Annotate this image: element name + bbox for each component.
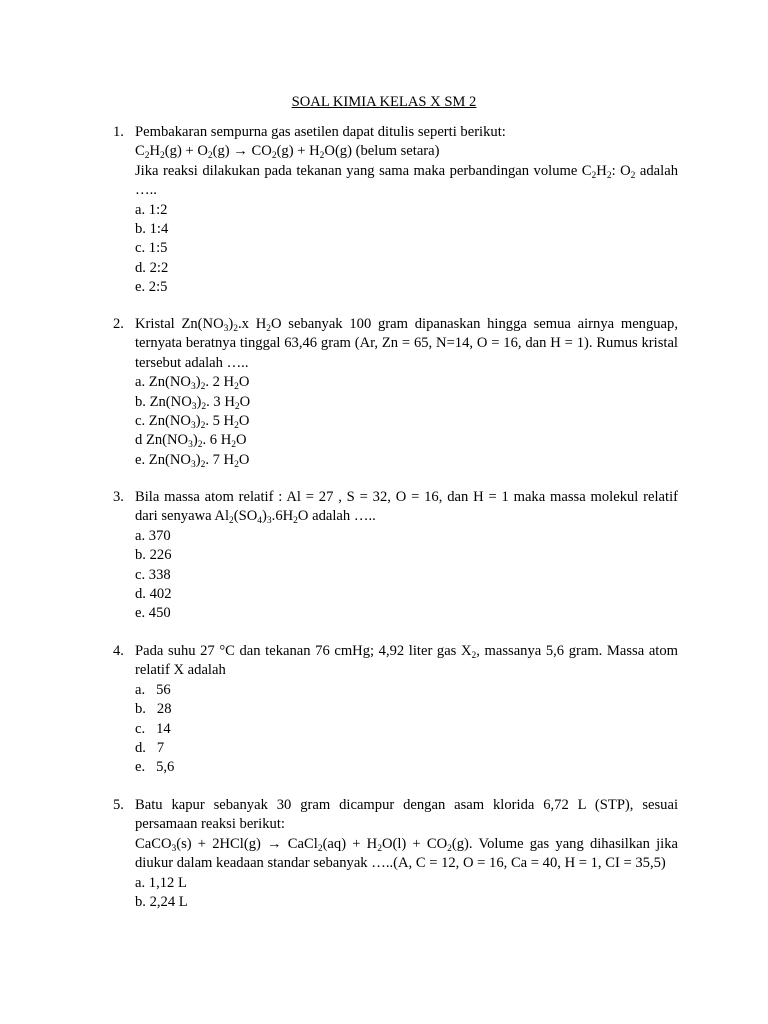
answer-option: a. $Zn(NO_3)_2$. 2 $H_2O$ (135, 374, 250, 393)
question-number: 1. (113, 124, 124, 140)
answer-option: b. $Zn(NO_3)_2$. 3 $H_2O$ (135, 393, 251, 412)
question-text-2: Jika reaksi dilakukan pada tekanan yang sama maka perbandingan volume $C_2H_2$: $O_2$ adalah ….. (135, 162, 678, 199)
question-text: Batu kapur sebanyak 30 gram dicampur dengan asam klorida 6,72 L (STP), sesuai persamaan reaksi berikut: (135, 797, 678, 833)
question-5 (113, 796, 678, 912)
answer-option: d. 7 (135, 740, 165, 757)
answer-option: c. 14 (135, 720, 171, 737)
question-3 (113, 488, 678, 624)
answer-option: c. $Zn(NO_3)_2$. 5 $H_2O$ (135, 413, 250, 432)
question-text: Bila massa atom relatif : Al = 27 , S = 32, O = 16, dan H = 1 maka massa molekul relatif dari senyawa $Al_2(SO_4)_3.6H_2O$ adalah ….. (135, 489, 678, 527)
answer-option: a. 56 (135, 681, 171, 698)
question-1 (113, 123, 678, 298)
question-number: 2. (113, 316, 124, 332)
question-text-2: CaCO$_3$(s) + 2HCl(g) → CaCl$_2$(aq) + $H_2O(l) + CO_2(g)$. Volume gas yang dihasilkan jika diukur dalam keadaan standar sebanyak …..(A, C = 12, O = 16, Ca = 40, H = 1, CI = 35,5) (135, 835, 678, 872)
answer-option: e. 2:5 (135, 279, 168, 296)
question-4 (113, 642, 678, 778)
answer-option: d. 2:2 (135, 259, 169, 276)
answer-option: c. 1:5 (135, 240, 168, 257)
answer-option: a. 1:2 (135, 201, 168, 218)
answer-option: b. 2,24 L (135, 894, 188, 911)
answer-option: e. 450 (135, 605, 171, 622)
equation-note: (belum setara) (355, 143, 440, 160)
answer-option: b. 28 (135, 701, 172, 718)
question-2 (113, 315, 678, 470)
answer-option: d. 402 (135, 586, 172, 603)
page-title: SOAL KIMIA KELAS X SM 2 (291, 94, 477, 110)
question-text: Pada suhu 27 °C dan tekanan 76 cmHg; 4,92 liter gas $X_2$, massanya 5,6 gram. Massa atom relatif X adalah (135, 643, 678, 679)
question-number: 3. (113, 489, 124, 505)
answer-option: b. 1:4 (135, 221, 169, 238)
chemical-equation: $C_2H_2(g) + O_2(g) \to CO_2(g) + H_2O(g)$ (belum setara) (135, 143, 440, 162)
question-number: 4. (113, 643, 124, 659)
answer-option: d $Zn(NO_3)_2$. 6 $H_2O$ (135, 432, 247, 451)
answer-option: b. 226 (135, 547, 172, 564)
question-number: 5. (113, 797, 124, 813)
answer-option: a. 370 (135, 527, 171, 544)
answer-option: e. 5,6 (135, 759, 175, 776)
answer-option: a. 1,12 L (135, 874, 187, 891)
question-text: Kristal $Zn(NO_3)_2.x$ $H_2O$ sebanyak 100 gram dipanaskan hingga semua airnya menguap, ternyata beratnya tinggal 63,46 gram (Ar, Zn = 65, N=14, O = 16, dan H = 1). Rumus kristal tersebut adalah ….. (135, 316, 678, 371)
answer-option: c. 338 (135, 566, 171, 583)
question-text: Pembakaran sempurna gas asetilen dapat ditulis seperti berikut: (135, 124, 506, 140)
answer-option: e. $Zn(NO_3)_2$. 7 $H_2O$ (135, 451, 250, 470)
